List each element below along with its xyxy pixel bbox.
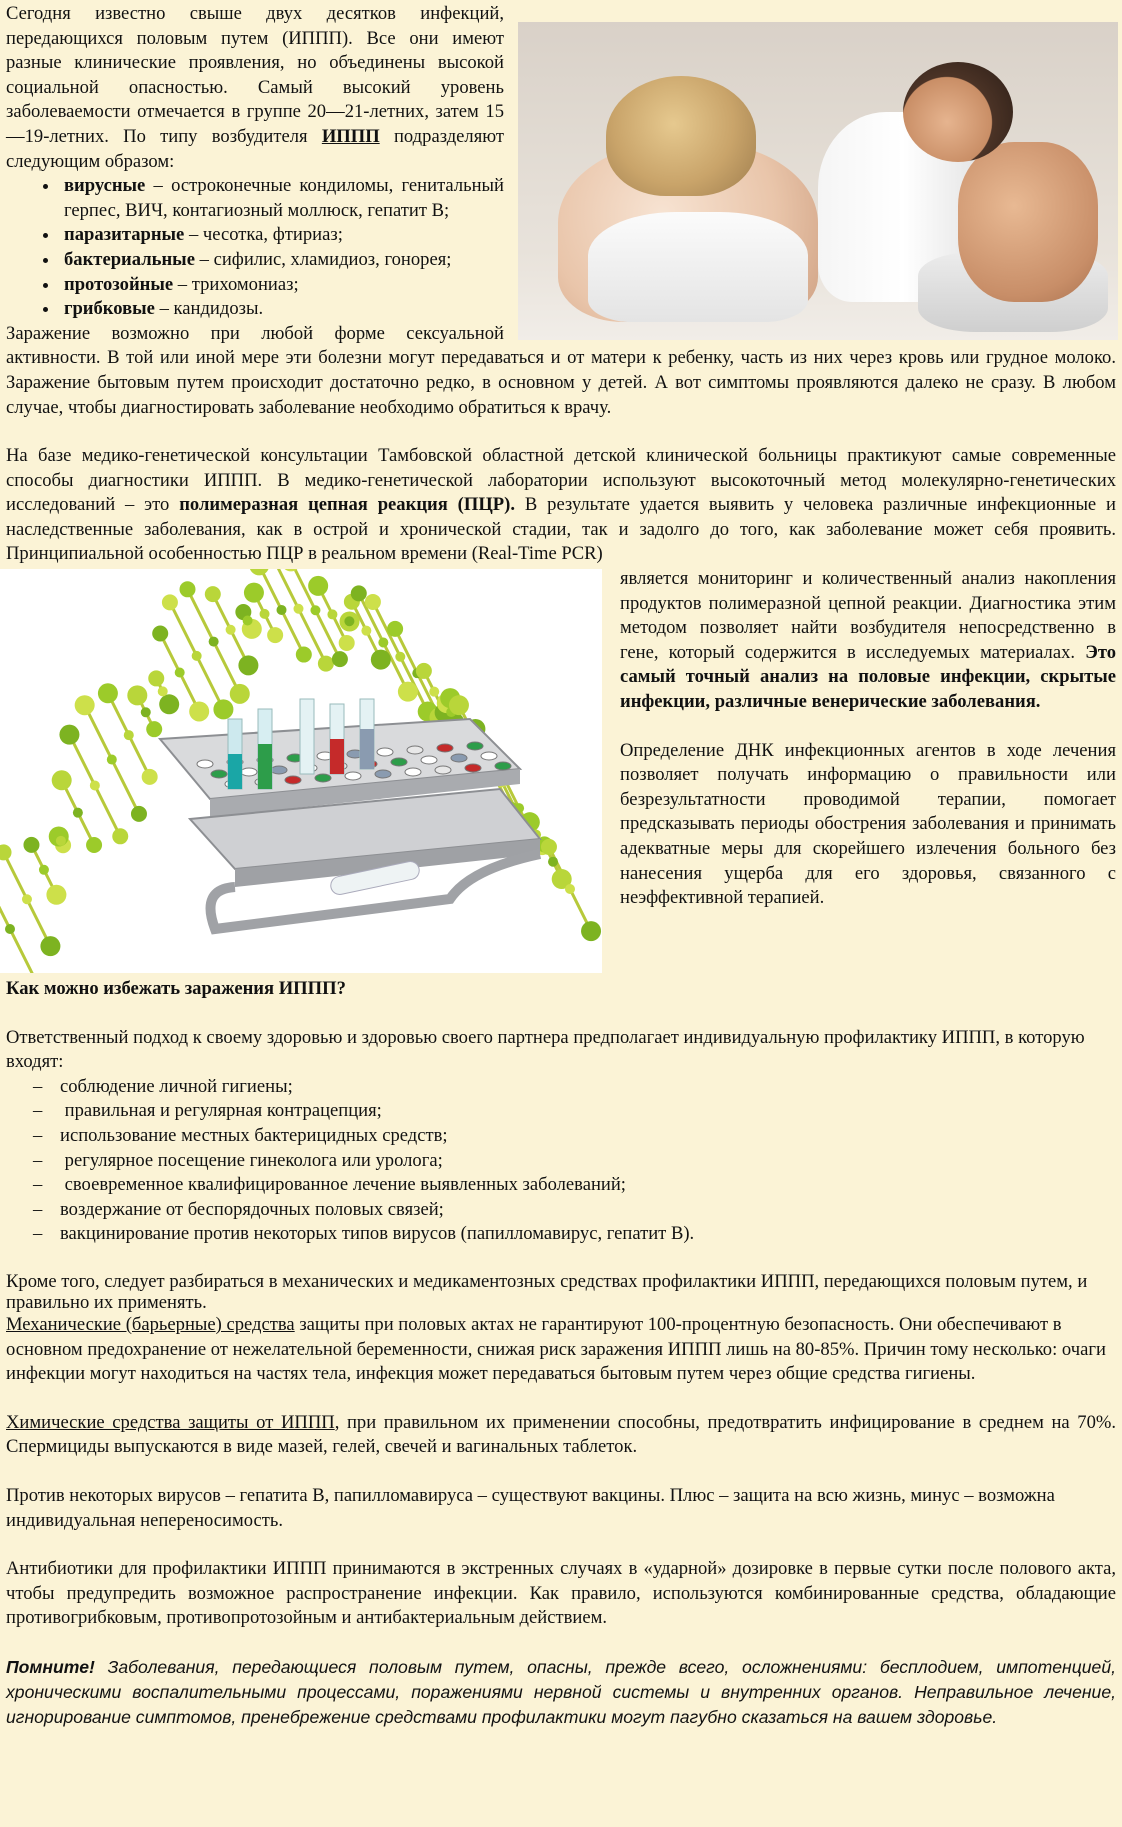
couple-photo (518, 22, 1118, 340)
list-item: – соблюдение личной гигиены; (6, 1075, 1116, 1100)
diagnostics-paragraph: На базе медико-генетической консультации Тамбовской областной детской клинической больницы практикуют самые современные способы диагностики ИППП. В медико-генетической лаборатории используют высокоточный метод молекулярно-генетических исследований – это полимеразная цепная реакция (ПЦР). В результате удается выявить у человека различные инфекционные и наследственные заболевания, как в острой и хронической стадии, так и задолго до того, как заболевание может себя проявить. Принципиальной особенностью ПЦР в реальном времени (Real-Time PCR) (6, 445, 1117, 565)
prevention-list (6, 1075, 1116, 1247)
chemical-means-link[interactable]: Химические средства защиты от ИППП (6, 1411, 335, 1433)
intro-text-start: Сегодня известно свыше двух десятков инфекций, передающихся половым путем (ИППП). Все они имеют разные клинические проявления, но объединены высокой социальной опасностью. Самый высокий уровень заболеваемости отмечается в группе 20—21-летних, затем 15—19-летних. По типу возбудителя (6, 3, 504, 147)
list-item: – воздержание от беспорядочных половых связей; (6, 1198, 1116, 1223)
pcr-term: полимеразная цепная реакция (ПЦР). (179, 494, 515, 516)
pcr-accuracy-claim: Это самый точный анализ на половые инфекции, скрытые инфекции, различные венерические заболевания. (620, 641, 1116, 713)
intro-paragraph: Сегодня известно свыше двух десятков инфекций, передающихся половым путем (ИППП). Все они имеют разные клинические проявления, но объединены высокой социальной опасностью. Самый высокий уровень заболеваемости отмечается в группе 20—21-летних, затем 15—19-летних. По типу возбудителя ИППП подразделяют следующим образом: (6, 3, 505, 172)
list-item: • бактериальные – сифилис, хламидиоз, гонорея; (60, 248, 1116, 273)
list-item: – использование местных бактерицидных средств; (6, 1124, 1116, 1149)
prevention-heading: Как можно избежать заражения ИППП? (6, 978, 346, 1000)
list-item: • протозойные – трихомониаз; (60, 273, 1116, 298)
list-item: – своевременное квалифицированное лечение выявленных заболеваний; (6, 1173, 1116, 1198)
mechanical-means-paragraph: Механические (барьерные) средства защиты при половых актах не гарантируют 100-процентную безопасность. Они обеспечивают в основном предохранение от нежелательной беременности, снижая риск заражения ИППП лишь на 80-85%. Причин тому несколько: очаги инфекции могут находиться на частях тела, инфекция может передаваться бытовым путем через общие средства гигиены. (6, 1314, 1106, 1385)
list-item: • вирусные – остроконечные кондиломы, генитальный герпес, ВИЧ, контагиозный моллюск, гепатит В; (60, 174, 1116, 223)
list-item: • грибковые – кандидозы. (60, 297, 1116, 322)
list-item: – правильная и регулярная контрацепция; (6, 1099, 1116, 1124)
means-intro: Кроме того, следует разбираться в механических и медикаментозных средствах профилактики ИППП, передающихся половым путем, и правильно их применять. (6, 1271, 1088, 1313)
ippp-abbrev: ИППП (321, 125, 380, 147)
mechanical-means-link[interactable]: Механические (барьерные) средства (6, 1314, 295, 1335)
vaccines-paragraph: Против некоторых вирусов – гепатита В, папилломавируса – существуют вакцины. Плюс – защита на всю жизнь, минус – возможна индивидуальная непереносимость. (6, 1484, 1055, 1531)
transmission-paragraph: Заражение возможно при любой форме сексуальной активности. В той или иной мере эти болезни могут передаваться и от матери к ребенку, часть из них через кровь или грудное молоко. Заражение бытовым путем происходит достаточно редко, в основном у детей. А вот симптомы проявляются далеко не сразу. В любом случае, чтобы диагностировать заболевание необходимо обратиться к врачу. (6, 322, 1116, 418)
pcr-realtime-paragraph: является мониторинг и количественный анализ накопления продуктов полимеразной цепной реакции. Диагностика этим методом позволяет найти возбудителя непосредственно в гене, который содержится в исследуемых материалах. Это самый точный анализ на половые инфекции, скрытые инфекции, различные венерические заболевания. (620, 568, 1116, 713)
dna-photo (0, 569, 602, 973)
list-item: – вакцинирование против некоторых типов вирусов (папилломавирус, гепатит В). (6, 1222, 1116, 1247)
chemical-means-paragraph: Химические средства защиты от ИППП, при правильном их применении способны, предотвратить инфицирование в среднем на 70%. Спермициды выпускаются в виде мазей, гелей, свечей и вагинальных таблеток. (6, 1411, 1117, 1458)
remember-label: Помните! (6, 1656, 95, 1677)
dna-detection-paragraph: Определение ДНК инфекционных агентов в ходе лечения позволяет получать информацию о правильности или безрезультатности проводимой терапии, помогает предсказывать периоды обострения заболевания и принимать адекватные меры для скорейшего излечения больного без нанесения ущерба для его здоровья, связанного с неэффективной терапией. (620, 739, 1116, 909)
list-item: • паразитарные – чесотка, фтириаз; (60, 223, 1116, 248)
prevention-intro: Ответственный подход к своему здоровью и здоровью своего партнера предполагает индивидуальную профилактику ИППП, в которую входят: (6, 1026, 1085, 1073)
list-item: – регулярное посещение гинеколога или уролога; (6, 1149, 1116, 1174)
antibiotics-paragraph: Антибиотики для профилактики ИППП принимаются в экстренных случаях в «ударной» дозировке в первые сутки после полового акта, чтобы предупредить возможное распространение инфекции. Как правило, используются комбинированные средства, обладающие противогрибковым, противопротозойным и антибактериальным действием. (6, 1558, 1116, 1629)
remember-note: Помните! Заболевания, передающиеся половым путем, опасны, прежде всего, осложнениями: бесплодием, импотенцией, хроническими воспалительными процессами, поражениями нервной системы и внутренних органов. Неправильное лечение, игнорирование симптомов, пренебрежение средствами профилактики могут пагубно сказаться на вашем здоровье. (6, 1656, 1116, 1727)
